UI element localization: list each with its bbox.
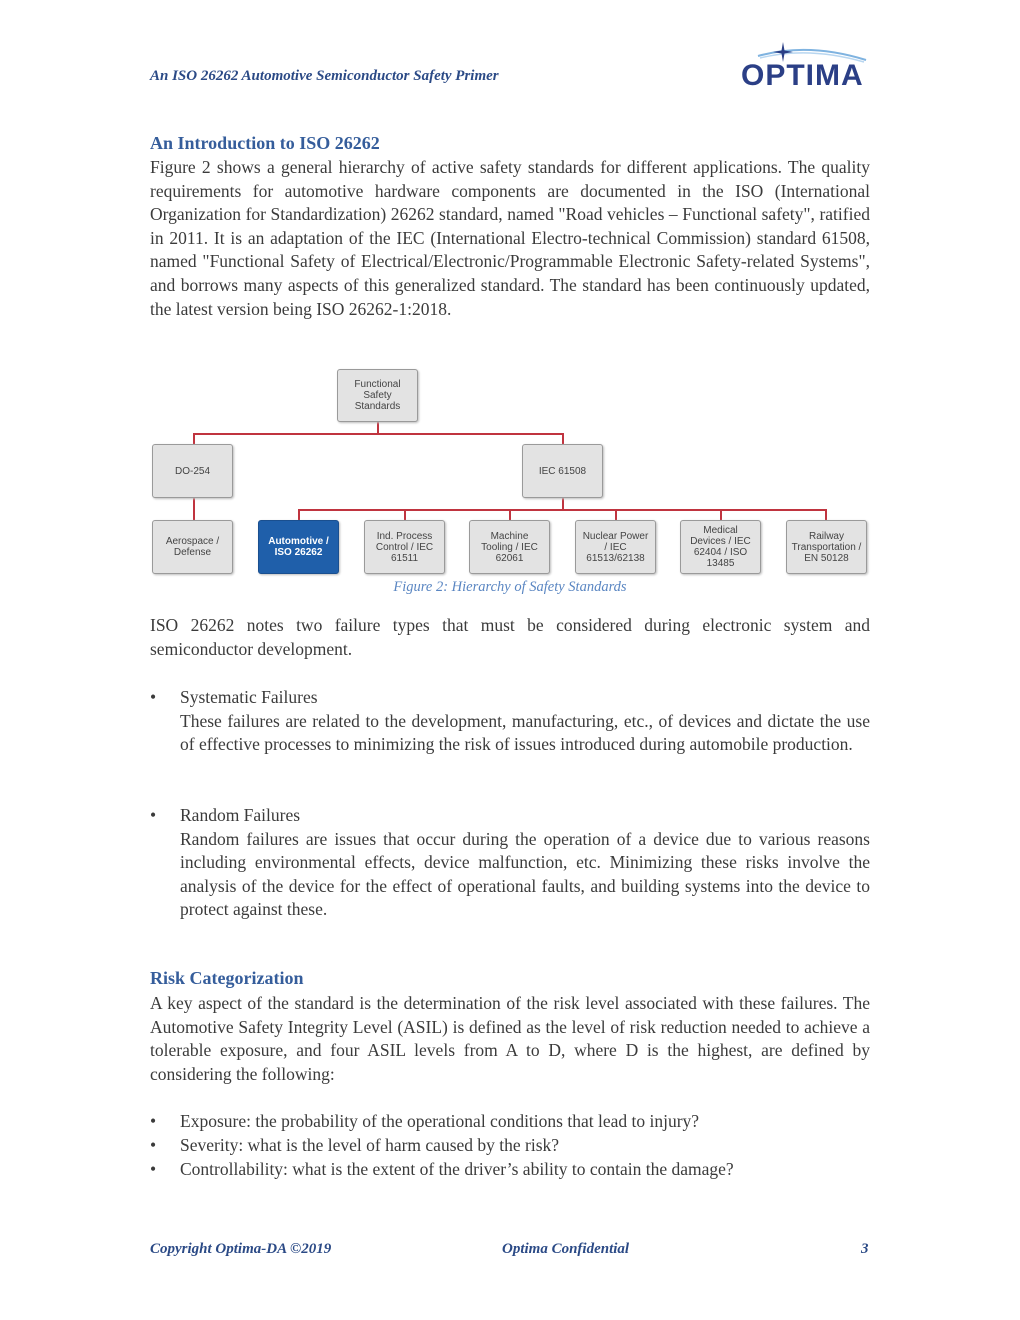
connector-line — [193, 433, 195, 444]
section-heading-introduction: An Introduction to ISO 26262 — [150, 133, 380, 153]
bullet-icon: • — [150, 1111, 157, 1131]
connector-line — [720, 509, 722, 520]
page-number: 3 — [861, 1241, 869, 1257]
failures-intro-paragraph: ISO 26262 notes two failure types that must be considered during electronic system and semiconductor development. — [150, 615, 870, 659]
logo-text: OPTIMA — [741, 59, 864, 92]
failure-list-item — [150, 686, 870, 757]
diagram-leaf-railway: Railway Transportation / EN 50128 — [786, 520, 867, 574]
failure-title: Random Failures — [180, 805, 301, 825]
diagram-node-do254: DO-254 — [152, 444, 233, 498]
failure-list-item — [150, 804, 870, 922]
risk-factor-item — [150, 1158, 870, 1182]
failure-description: Random failures are issues that occur during the operation of a device due to various reasons including environmental effects, device malfunction, etc. Minimizing these risks involve the analysis of the device for the effect of operational faults, and building systems into the device to protect against these. — [180, 828, 870, 920]
diagram-leaf-medical: Medical Devices / IEC 62404 / ISO 13485 — [680, 520, 761, 574]
diagram-leaf-industrial-process: Ind. Process Control / IEC 61511 — [364, 520, 445, 574]
footer-confidential: Optima Confidential — [502, 1241, 630, 1257]
connector-line — [298, 509, 826, 511]
connector-line — [509, 509, 511, 520]
diagram-leaf-machine-tooling: Machine Tooling / IEC 62061 — [469, 520, 550, 574]
risk-factor-text: Severity: what is the level of harm caused by the risk? — [180, 1135, 560, 1155]
failure-title: Systematic Failures — [180, 687, 318, 707]
optima-logo — [738, 40, 873, 95]
connector-line — [193, 433, 563, 435]
risk-factor-item — [150, 1134, 870, 1158]
failure-description: These failures are related to the development, manufacturing, etc., of devices and dictate the use of effective processes to minimizing the risk of issues introduced during automobile production. — [180, 710, 870, 755]
bullet-icon: • — [150, 805, 157, 825]
risk-factor-text: Exposure: the probability of the operational conditions that lead to injury? — [180, 1111, 700, 1131]
risk-paragraph: A key aspect of the standard is the determination of the risk level associated with these failures. The Automotive Safety Integrity Level (ASIL) is defined as the level of risk reduction needed to achieve a tolerable exposure, and four ASIL levels from A to D, where D is the highest, are defined by considering the following: — [150, 993, 870, 1084]
connector-line — [562, 433, 564, 444]
connector-line — [404, 509, 406, 520]
section-heading-risk-categorization: Risk Categorization — [150, 968, 304, 988]
diagram-root-box: Functional Safety Standards — [337, 369, 418, 422]
figure-caption: Figure 2: Hierarchy of Safety Standards — [393, 579, 627, 595]
connector-line — [298, 509, 300, 520]
diagram-leaf-nuclear: Nuclear Power / IEC 61513/62138 — [575, 520, 656, 574]
connector-line — [825, 509, 827, 520]
connector-line — [193, 498, 195, 520]
bullet-icon: • — [150, 687, 157, 707]
risk-factor-item — [150, 1110, 870, 1134]
diagram-leaf-automotive: Automotive / ISO 26262 — [258, 520, 339, 574]
diagram-leaf-aerospace: Aerospace / Defense — [152, 520, 233, 574]
document-header-title: An ISO 26262 Automotive Semiconductor Safety Primer — [150, 68, 499, 84]
bullet-icon: • — [150, 1159, 157, 1179]
risk-factor-text: Controllability: what is the extent of the driver’s ability to contain the damage? — [180, 1159, 734, 1179]
connector-line — [615, 509, 617, 520]
intro-paragraph: Figure 2 shows a general hierarchy of active safety standards for different applications. The quality requirements for automotive hardware components are documented in the ISO (International Organization for Standardization) 26262 standard, named "Road vehicles – Functional safety", ratified in 2011. It is an adaptation of the IEC (International Electro-technical Commission) standard 61508, named "Functional Safety of Electrical/Electronic/Programmable Electronic Safety-related Systems", and borrows many aspects of this generalized standard. The standard has been continuously updated, the latest version being ISO 26262-1:2018. — [150, 157, 870, 319]
bullet-icon: • — [150, 1135, 157, 1155]
footer-copyright: Copyright Optima-DA ©2019 — [150, 1241, 332, 1257]
diagram-node-iec61508: IEC 61508 — [522, 444, 603, 498]
